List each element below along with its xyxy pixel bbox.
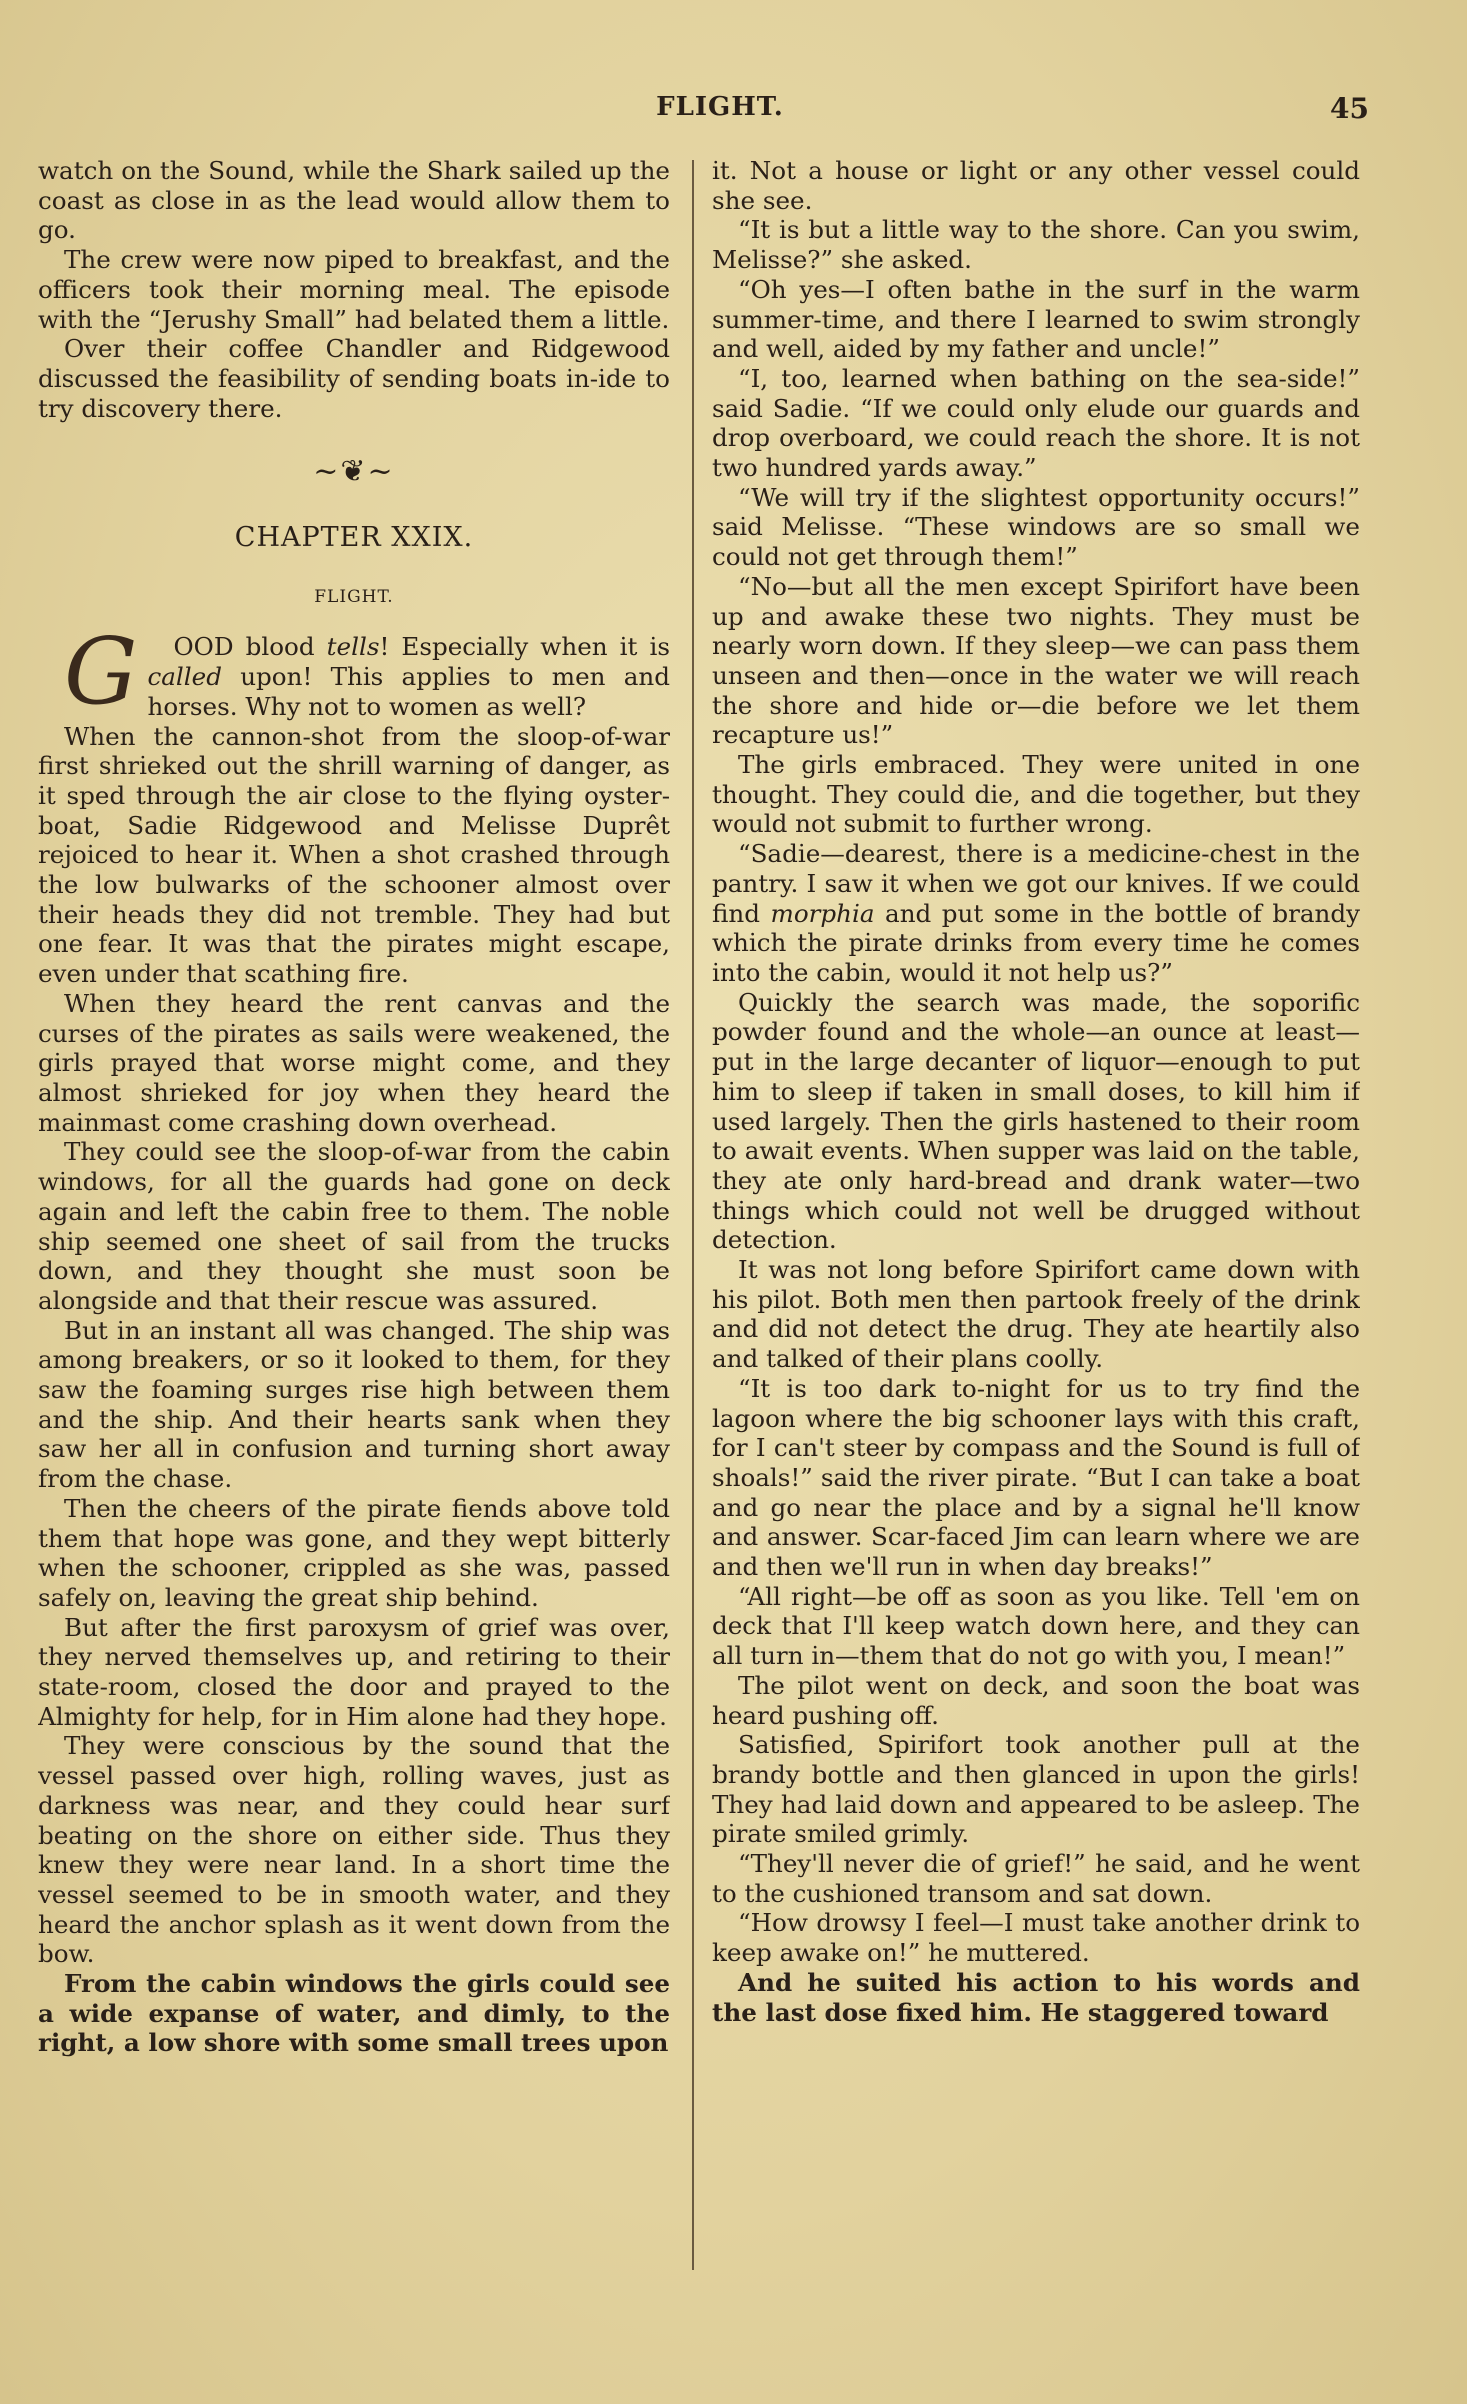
paragraph: And he suited his action to his words and the last dose fixed him. He staggered toward — [712, 1967, 1360, 2027]
paragraph: When the cannon-shot from the sloop-of-war first shrieked out the shrill warning of danger, as it sped through the air close to the flying oyster-boat, Sadie Ridgewood and Melisse Duprêt rejoiced to hear it. When a shot crashed through the low bulwarks of the schooner almost over their heads they did not tremble. They had but one fear. It was that the pirates might escape, even under that scathing fire. — [38, 721, 670, 989]
paragraph: Quickly the search was made, the soporific powder found and the whole—an ounce at least—put in the large decanter of liquor—enough to put him to sleep if taken in small doses, to kill him if used largely. Then the girls hastened to their room to await events. When supper was laid on the table, they ate only hard-bread and drank water—two things which could not well be drugged without detection. — [712, 987, 1360, 1255]
paragraph: “How drowsy I feel—I must take another drink to keep awake on!” he muttered. — [712, 1908, 1360, 1968]
opening-paragraph — [38, 618, 670, 726]
paragraph: Satisfied, Spirifort took another pull at the brandy bottle and then glanced in upon the girls! They had laid down and appeared to be asleep. The pirate smiled grimly. — [712, 1730, 1360, 1849]
paragraph-text: “Sadie—dearest, there is a medicine-chest in the pantry. I saw it when we got our knives. If we could find — [712, 839, 1360, 928]
opening-emphasis: called — [147, 662, 222, 692]
paragraph: “I, too, learned when bathing on the sea-side!” said Sadie. “If we could only elude our guards and drop overboard, we could reach the shore. It is not two hundred yards away.” — [712, 363, 1360, 483]
paragraph: But after the first paroxysm of grief was over, they nerved themselves up, and retiring to their state-room, closed the door and prayed to the Almighty for help, for in Him alone had they hope. — [38, 1612, 670, 1731]
paragraph: “No—but all the men except Spirifort have been up and awake these two nights. They must be nearly worn down. If they sleep—we can pass them unseen and then—once in the water we will reach the shore and hide or—die before we let them recapture us!” — [712, 571, 1360, 750]
paragraph: it. Not a house or light or any other vessel could she see. — [712, 156, 1360, 215]
paragraph: From the cabin windows the girls could see a wide expanse of water, and dimly, to the right, a low shore with some small trees upon — [38, 1969, 670, 2058]
left-column — [38, 156, 670, 2276]
section-ornament: ~❦~ — [313, 454, 395, 490]
paragraph: “Oh yes—I often bathe in the surf in the warm summer-time, and there I learned to swim strongly and well, aided by my father and uncle!” — [712, 274, 1360, 364]
paragraph: “All right—be off as soon as you like. Tell 'em on deck that I'll keep watch down here, and they can all turn in—them that do not go with you, I mean!” — [712, 1581, 1360, 1671]
paragraph: watch on the Sound, while the Shark sailed up the coast as close in as the lead would allow them to go. — [38, 156, 670, 245]
paragraph: The pilot went on deck, and soon the boat was heard pushing off. — [712, 1670, 1360, 1730]
column-divider — [692, 160, 694, 2270]
drop-cap: G — [64, 618, 138, 726]
paragraph: Over their coffee Chandler and Ridgewood discussed the feasibility of sending boats in-ide to try discovery there. — [38, 334, 670, 423]
running-title: FLIGHT. — [656, 92, 784, 122]
paragraph: It was not long before Spirifort came down with his pilot. Both men then partook freely of the drink and did not detect the drug. They ate heartily also and talked of their plans coolly. — [712, 1255, 1360, 1374]
running-header — [0, 92, 1467, 128]
opening-emphasis: tells — [326, 632, 380, 662]
opening-text: OOD blood — [173, 632, 327, 662]
paragraph: “It is too dark to-night for us to try find the lagoon where the big schooner lays with this craft, for I can't steer by compass and the Sound is full of shoals!” said the river pirate. “But I can take a boat and go near the place and by a signal he'll know and answer. Scar-faced Jim can learn where we are and then we'll run in when day breaks!” — [712, 1373, 1360, 1582]
opening-text: upon! This applies to men and horses. Why not to women as well? — [147, 662, 670, 721]
paragraph-text: and put some in the bottle of brandy which the pirate drinks from every time he comes into the cabin, would it not help us?” — [712, 898, 1360, 987]
paragraph: “They'll never die of grief!” he said, and he went to the cushioned transom and sat down. — [712, 1849, 1360, 1908]
chapter-subtitle: FLIGHT. — [314, 586, 394, 607]
page-number: 45 — [1330, 92, 1369, 125]
paragraph: When they heard the rent canvas and the curses of the pirates as sails were weakened, the girls prayed that worse might come, and they almost shrieked for joy when they heard the mainmast come crashing down overhead. — [38, 988, 670, 1137]
paragraph: They could see the sloop-of-war from the cabin windows, for all the guards had gone on deck again and left the cabin free to them. The noble ship seemed one sheet of sail from the trucks down, and they thought she must soon be alongside and that their rescue was assured. — [38, 1137, 670, 1315]
opening-text: ! Especially when it is — [379, 632, 670, 662]
paragraph: They were conscious by the sound that the vessel passed over high, rolling waves, just as darkness was near, and they could hear surf beating on the shore on either side. Thus they knew they were near land. In a short time the vessel seemed to be in smooth water, and they heard the anchor splash as it went down from the bow. — [38, 1731, 670, 1969]
chapter-title: CHAPTER XXIX. — [234, 522, 474, 554]
paragraph: The girls embraced. They were united in one thought. They could die, and die together, but they would not submit to further wrong. — [712, 750, 1360, 839]
paragraph: Then the cheers of the pirate fiends above told them that hope was gone, and they wept bitterly when the schooner, crippled as she was, passed safely on, leaving the great ship behind. — [38, 1493, 670, 1612]
paragraph — [712, 839, 1360, 988]
emphasis-morphia: morphia — [770, 898, 875, 928]
paragraph: “We will try if the slightest opportunity occurs!” said Melisse. “These windows are so small we could not get through them!” — [712, 482, 1360, 572]
right-column — [712, 156, 1360, 2276]
paragraph: But in an instant all was changed. The ship was among breakers, or so it looked to them, for they saw the foaming surges rise high between them and the ship. And their hearts sank when they saw her all in confusion and turning short away from the chase. — [38, 1315, 670, 1494]
paragraph: “It is but a little way to the shore. Can you swim, Melisse?” she asked. — [712, 215, 1360, 275]
paragraph: The crew were now piped to breakfast, and the officers took their morning meal. The episode with the “Jerushy Small” had belated them a little. — [38, 245, 670, 334]
